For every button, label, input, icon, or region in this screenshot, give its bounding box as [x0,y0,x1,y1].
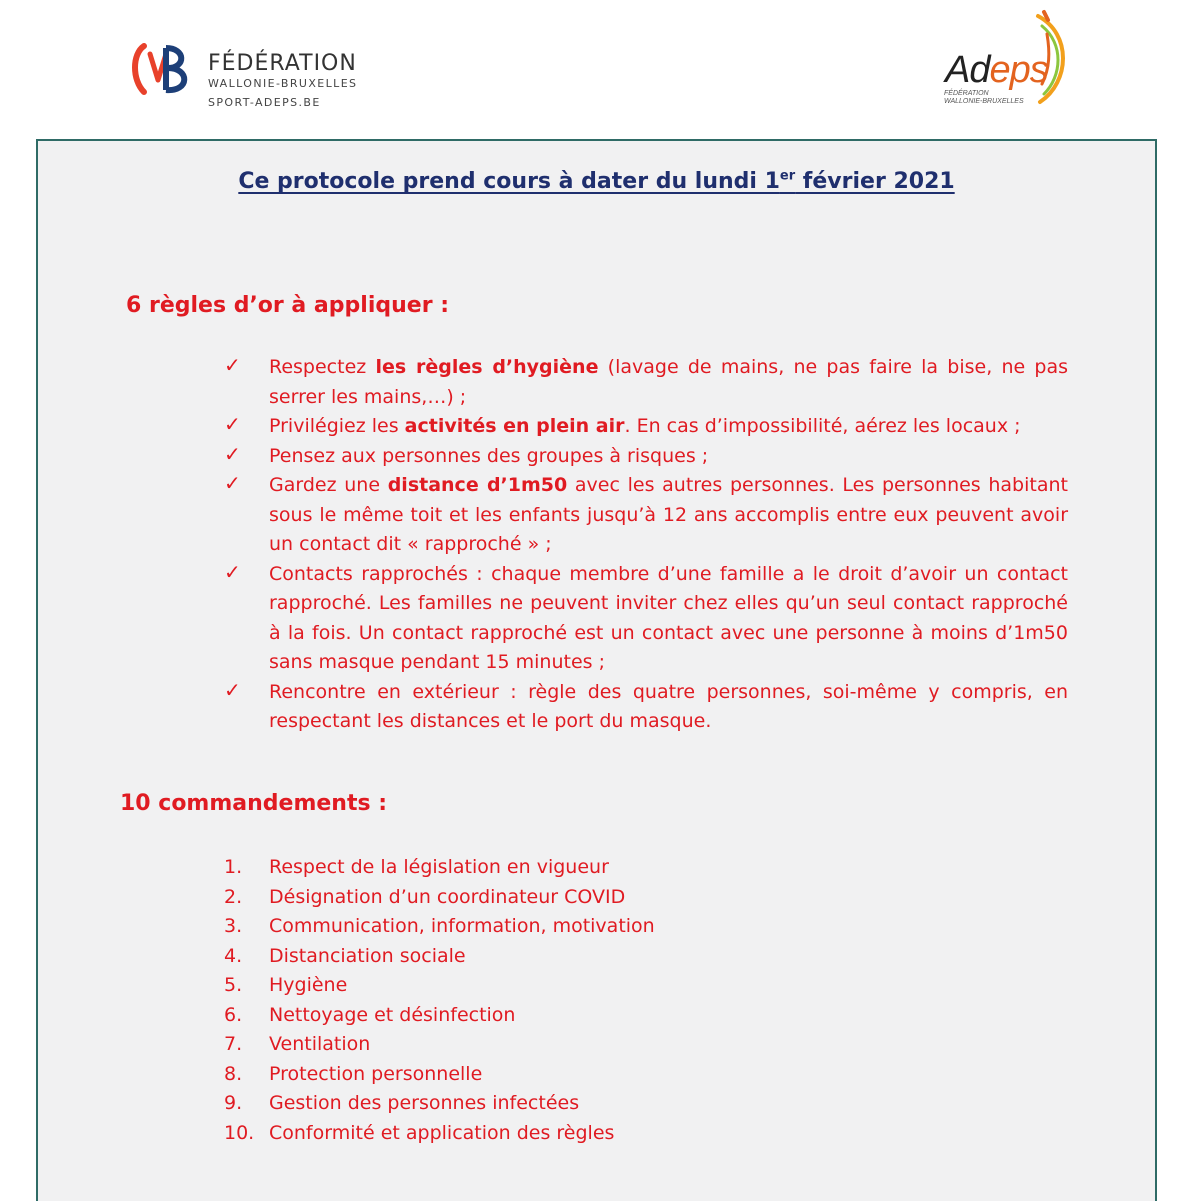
rule-item [224,471,1068,560]
checkmark-icon: ✓ [224,677,241,702]
title-superscript: er [779,169,796,184]
rule-text-bold: les règles d’hygiène [375,356,599,378]
adeps-wordmark-eps: eps [989,49,1048,91]
commandment-number: 7. [224,1033,243,1055]
rule-text-post: (lavage de mains, ne pas faire la bise, ne pas serrer les mains,…) ; [269,356,1068,408]
commandment-item [224,971,1068,1001]
commandment-text: Ventilation [269,1033,371,1055]
rule-text-pre: Pensez aux personnes des groupes à risques ; [269,444,709,467]
commandment-number: 5. [224,974,243,996]
commandment-number: 3. [224,915,243,937]
title-text-after: février 2021 [795,169,955,195]
commandment-number: 10. [224,1121,255,1144]
adeps-subtitle-line2: WALLONIE-BRUXELLES [944,98,1024,105]
rule-item [224,412,1068,442]
adeps-subtitle-line1: FÉDÉRATION [944,90,989,97]
fwb-line-website: SPORT-ADEPS.BE [208,96,321,109]
commandment-item [224,853,1068,883]
checkmark-icon: ✓ [224,559,241,584]
commandments-heading: 10 commandements : [120,791,388,816]
rule-item [224,353,1068,412]
title-underlined [238,169,954,194]
rule-text-pre: Privilégiez les [269,415,405,437]
commandment-text: Gestion des personnes infectées [269,1092,580,1114]
commandment-number: 4. [224,944,243,967]
rule-item [224,678,1068,737]
commandment-number: 2. [224,885,243,908]
adeps-wordmark [945,50,1048,90]
title-text-before: Ce protocole prend cours à dater du lundi 1 [238,169,780,195]
golden-rules-list [224,353,1068,737]
commandment-item [224,942,1068,972]
commandment-item [224,883,1068,913]
commandment-item [224,1119,1068,1149]
commandment-item [224,1001,1068,1031]
commandment-text: Distanciation sociale [269,944,466,967]
rule-text-bold: distance d’1m50 [387,474,568,496]
protocol-frame [36,139,1157,1201]
adeps-subtitle [944,90,1024,106]
rule-text-bold: activités en plein air [404,415,625,437]
commandment-item [224,912,1068,942]
golden-rules-heading: 6 règles d’or à appliquer : [126,293,449,318]
commandment-number: 8. [224,1062,243,1085]
adeps-logo [938,8,1078,108]
commandment-item [224,1030,1068,1060]
rule-text-pre: Rencontre en extérieur : règle des quatre personnes, soi-même y compris, en respectant les distances et le port du masque. [269,680,1068,732]
fwb-wordmark [208,52,357,110]
commandment-item [224,1060,1068,1090]
commandment-number: 1. [224,856,243,878]
page-header [0,0,1200,140]
rule-text-pre: Gardez une [269,474,388,496]
commandment-text: Communication, information, motivation [269,915,655,937]
rule-item [224,442,1068,472]
federation-wallonie-bruxelles-logo [128,38,368,118]
rule-text-pre: Respectez [269,356,376,378]
commandment-text: Désignation d’un coordinateur COVID [269,885,626,908]
fwb-line-federation: FÉDÉRATION [208,51,357,76]
commandment-item [224,1089,1068,1119]
commandment-text: Conformité et application des règles [269,1121,615,1144]
commandment-text: Hygiène [269,974,348,996]
commandment-text: Respect de la législation en vigueur [269,856,609,878]
rule-text-pre: Contacts rapprochés : chaque membre d’une famille a le droit d’avoir un contact rapproché. Les familles ne peuvent inviter chez elles qu’un seul contact rapproché à la fois. Un contact rapproché est un contact avec une personne à moins d’1m50 sans masque pendant 15 minutes ; [269,562,1068,673]
rule-item [224,560,1068,678]
commandment-text: Nettoyage et désinfection [269,1003,516,1026]
checkmark-icon: ✓ [224,471,241,495]
fwb-line-region: WALLONIE-BRUXELLES [208,77,358,90]
commandment-number: 9. [224,1092,243,1114]
checkmark-icon: ✓ [224,412,241,436]
fwb-emblem-icon [128,40,194,98]
commandments-list [224,853,1068,1148]
rule-text-post: . En cas d’impossibilité, aérez les locaux ; [624,415,1021,437]
adeps-wordmark-ad: Ad [945,49,990,91]
rule-text-post: avec les autres personnes. Les personnes habitant sous le même toit et les enfants jusqu’à 12 ans accomplis entre eux peuvent avoir un contact dit « rapproché » ; [269,474,1068,555]
protocol-title [38,169,1155,194]
commandment-number: 6. [224,1003,243,1026]
checkmark-icon: ✓ [224,441,241,466]
checkmark-icon: ✓ [224,353,241,377]
commandment-text: Protection personnelle [269,1062,483,1085]
